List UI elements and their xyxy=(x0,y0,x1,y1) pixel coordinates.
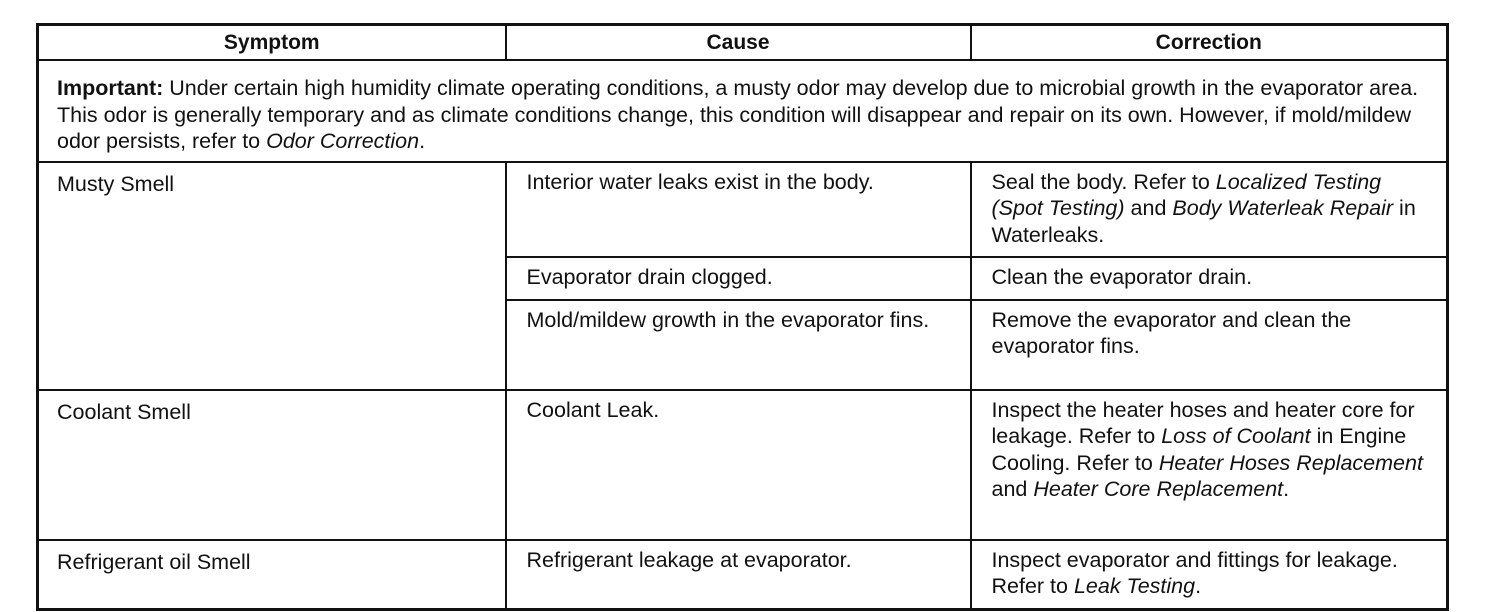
header-cause: Cause xyxy=(506,25,971,61)
waterleak-repair-ref: Body Waterleak Repair xyxy=(1172,196,1394,220)
leak-testing-ref: Leak Testing xyxy=(1073,574,1196,598)
heater-hoses-ref: Heater Hoses Replacement xyxy=(1158,450,1423,475)
symptom-musty: Musty Smell xyxy=(38,162,506,390)
correction-seal-body xyxy=(971,162,1448,258)
correction-text: and xyxy=(991,477,1034,501)
correction-inspect-evaporator xyxy=(971,540,1448,610)
correction-text: . xyxy=(1195,574,1202,598)
table-row xyxy=(38,162,1448,258)
table-row xyxy=(38,390,1448,540)
odor-diagnosis-table xyxy=(36,23,1449,611)
loss-of-coolant-ref: Loss of Coolant xyxy=(1161,424,1311,448)
cause-refrigerant-leakage: Refrigerant leakage at evaporator. xyxy=(506,540,971,610)
correction-text: in Waterleaks. xyxy=(991,196,1416,247)
heater-core-ref: Heater Core Replacement xyxy=(1033,477,1284,501)
correction-inspect-hoses xyxy=(971,390,1448,540)
correction-text: in Engine Cooling. Refer to xyxy=(991,424,1407,475)
correction-text: Seal the body. Refer to xyxy=(991,169,1216,194)
header-symptom: Symptom xyxy=(38,25,506,61)
odor-correction-ref: Odor Correction xyxy=(266,129,420,153)
correction-text: Inspect evaporator and fittings for leakage. Refer to xyxy=(991,547,1398,598)
header-correction: Correction xyxy=(971,25,1448,61)
important-note xyxy=(38,60,1448,162)
correction-clean-drain: Clean the evaporator drain. xyxy=(971,257,1448,300)
important-text: Under certain high humidity climate operating conditions, a musty odor may develop due to microbial growth in the evaporator area. This odor is generally temporary and as climate conditions change, this condition will disappear and repair on its own. However, if mold/mildew odor persists, refer to xyxy=(57,76,1419,153)
table-row xyxy=(38,540,1448,610)
symptom-refrigerant: Refrigerant oil Smell xyxy=(38,540,506,610)
correction-text: Inspect the heater hoses and heater core for leakage. Refer to xyxy=(991,397,1415,448)
diagnostic-document xyxy=(36,23,1446,611)
important-note-row xyxy=(38,60,1448,162)
spot-testing-ref: Localized Testing (Spot Testing) xyxy=(991,169,1382,220)
cause-mold-growth: Mold/mildew growth in the evaporator fins. xyxy=(506,300,971,390)
header-row xyxy=(38,25,1448,61)
correction-text: and xyxy=(1124,196,1173,220)
correction-text: . xyxy=(1283,477,1290,501)
cause-coolant-leak: Coolant Leak. xyxy=(506,390,971,540)
correction-remove-evaporator: Remove the evaporator and clean the evaporator fins. xyxy=(971,300,1448,390)
cause-drain-clogged: Evaporator drain clogged. xyxy=(506,257,971,300)
cause-water-leaks: Interior water leaks exist in the body. xyxy=(506,162,971,258)
important-end: . xyxy=(419,129,426,153)
symptom-coolant: Coolant Smell xyxy=(38,390,506,540)
important-label: Important: xyxy=(57,76,164,100)
